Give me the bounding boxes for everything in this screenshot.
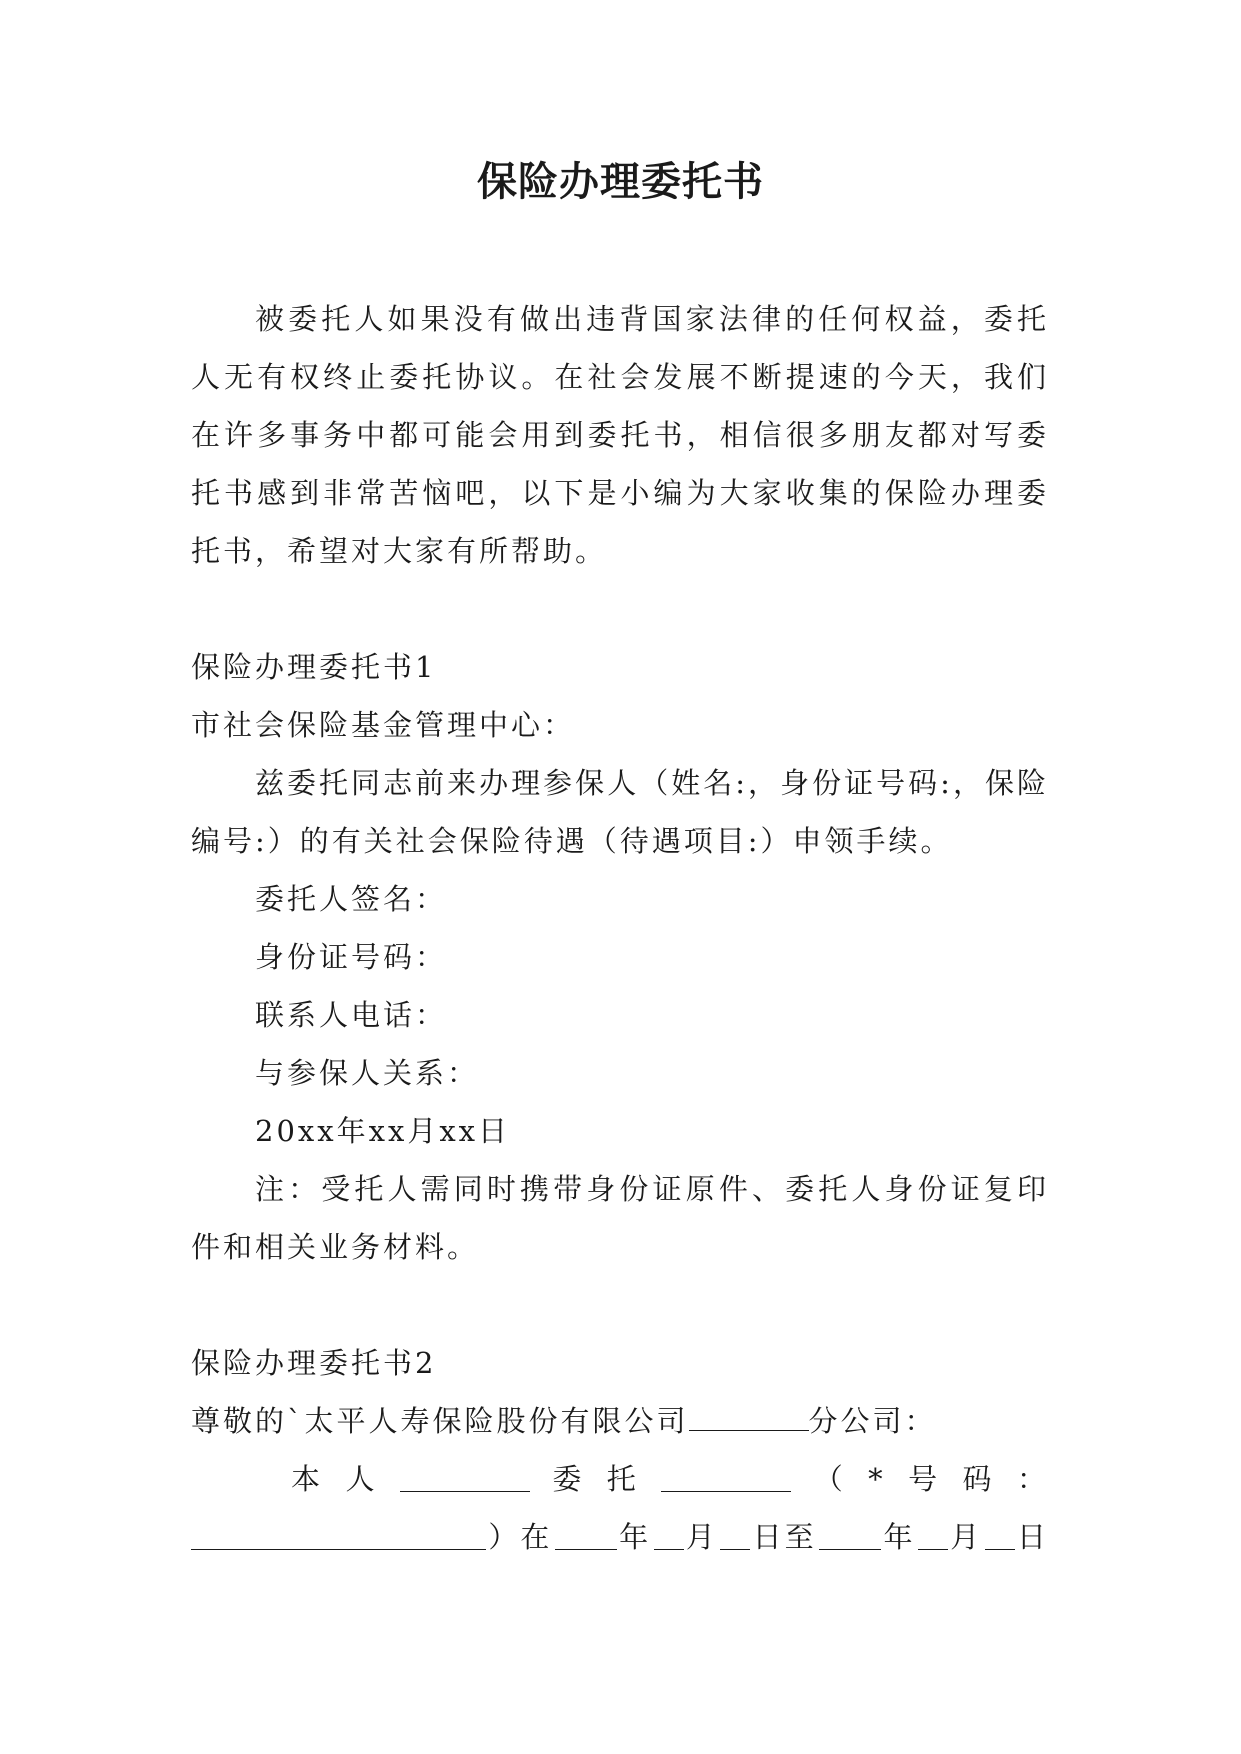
id-number-blank [191, 1548, 486, 1550]
spacer [191, 580, 1049, 638]
section1-body: 兹委托同志前来办理参保人（姓名:，身份证号码:，保险编号:）的有关社会保险待遇（待遇项目:）申领手续。 [191, 766, 1049, 858]
section1-date: 20xx年xx月xx日 [255, 1114, 511, 1148]
token-ben: 本 [291, 1462, 324, 1496]
start-year-blank [555, 1548, 617, 1550]
token-colon: ： [1016, 1462, 1049, 1496]
token-tuo: 托 [606, 1462, 639, 1496]
section2-addressee [191, 1392, 1049, 1450]
token-ri-zhi: 日至 [752, 1520, 817, 1554]
start-day-blank [720, 1548, 750, 1550]
intro-paragraph: 被委托人如果没有做出违背国家法律的任何权益，委托人无有权终止委托协议。在社会发展不断提速的今天，我们在许多事务中都可能会用到委托书，相信很多朋友都对写委托书感到非常苦恼吧，以下是小编为大家收集的保险办理委托书，希望对大家有所帮助。 [191, 302, 1049, 568]
token-yue-end: 月 [950, 1520, 983, 1554]
section1-relation-field: 与参保人关系： [255, 1056, 480, 1090]
token-yue-start: 月 [685, 1520, 718, 1554]
spacer [191, 1276, 1049, 1334]
token-ri-end: 日 [1016, 1520, 1049, 1554]
section1-id-field: 身份证号码： [255, 940, 448, 974]
token-zai: ）在 [488, 1520, 553, 1554]
section1-signer-field: 委托人签名： [255, 882, 448, 916]
section1-note: 注：受托人需同时携带身份证原件、委托人身份证复印件和相关业务材料。 [191, 1172, 1049, 1264]
token-hao: 号 [908, 1462, 941, 1496]
document-title: 保险办理委托书 [477, 159, 764, 205]
end-year-blank [819, 1548, 881, 1550]
section2-delegation-line [191, 1450, 1049, 1508]
section2-addressee-branch: 分公司： [808, 1404, 937, 1438]
end-day-blank [985, 1548, 1015, 1550]
principal-name-blank [400, 1490, 530, 1492]
document-body [191, 290, 1049, 1566]
token-nian-start: 年 [619, 1520, 652, 1554]
token-paren: （ [813, 1462, 846, 1496]
token-star: * [868, 1462, 886, 1496]
start-month-blank [654, 1548, 684, 1550]
section1-phone-field: 联系人电话： [255, 998, 448, 1032]
end-month-blank [918, 1548, 948, 1550]
section2-heading: 保险办理委托书2 [191, 1346, 437, 1380]
token-ren: 人 [345, 1462, 378, 1496]
section1-addressee: 市社会保险基金管理中心： [191, 708, 576, 742]
token-wei: 委 [552, 1462, 585, 1496]
section1-heading: 保险办理委托书1 [191, 650, 437, 684]
branch-blank [689, 1429, 809, 1431]
agent-name-blank [661, 1490, 791, 1492]
section2-date-range-line [191, 1508, 1049, 1566]
section2-addressee-company: 尊敬的`太平人寿保险股份有限公司 [191, 1404, 689, 1438]
token-nian-end: 年 [883, 1520, 916, 1554]
token-ma: 码 [962, 1462, 995, 1496]
